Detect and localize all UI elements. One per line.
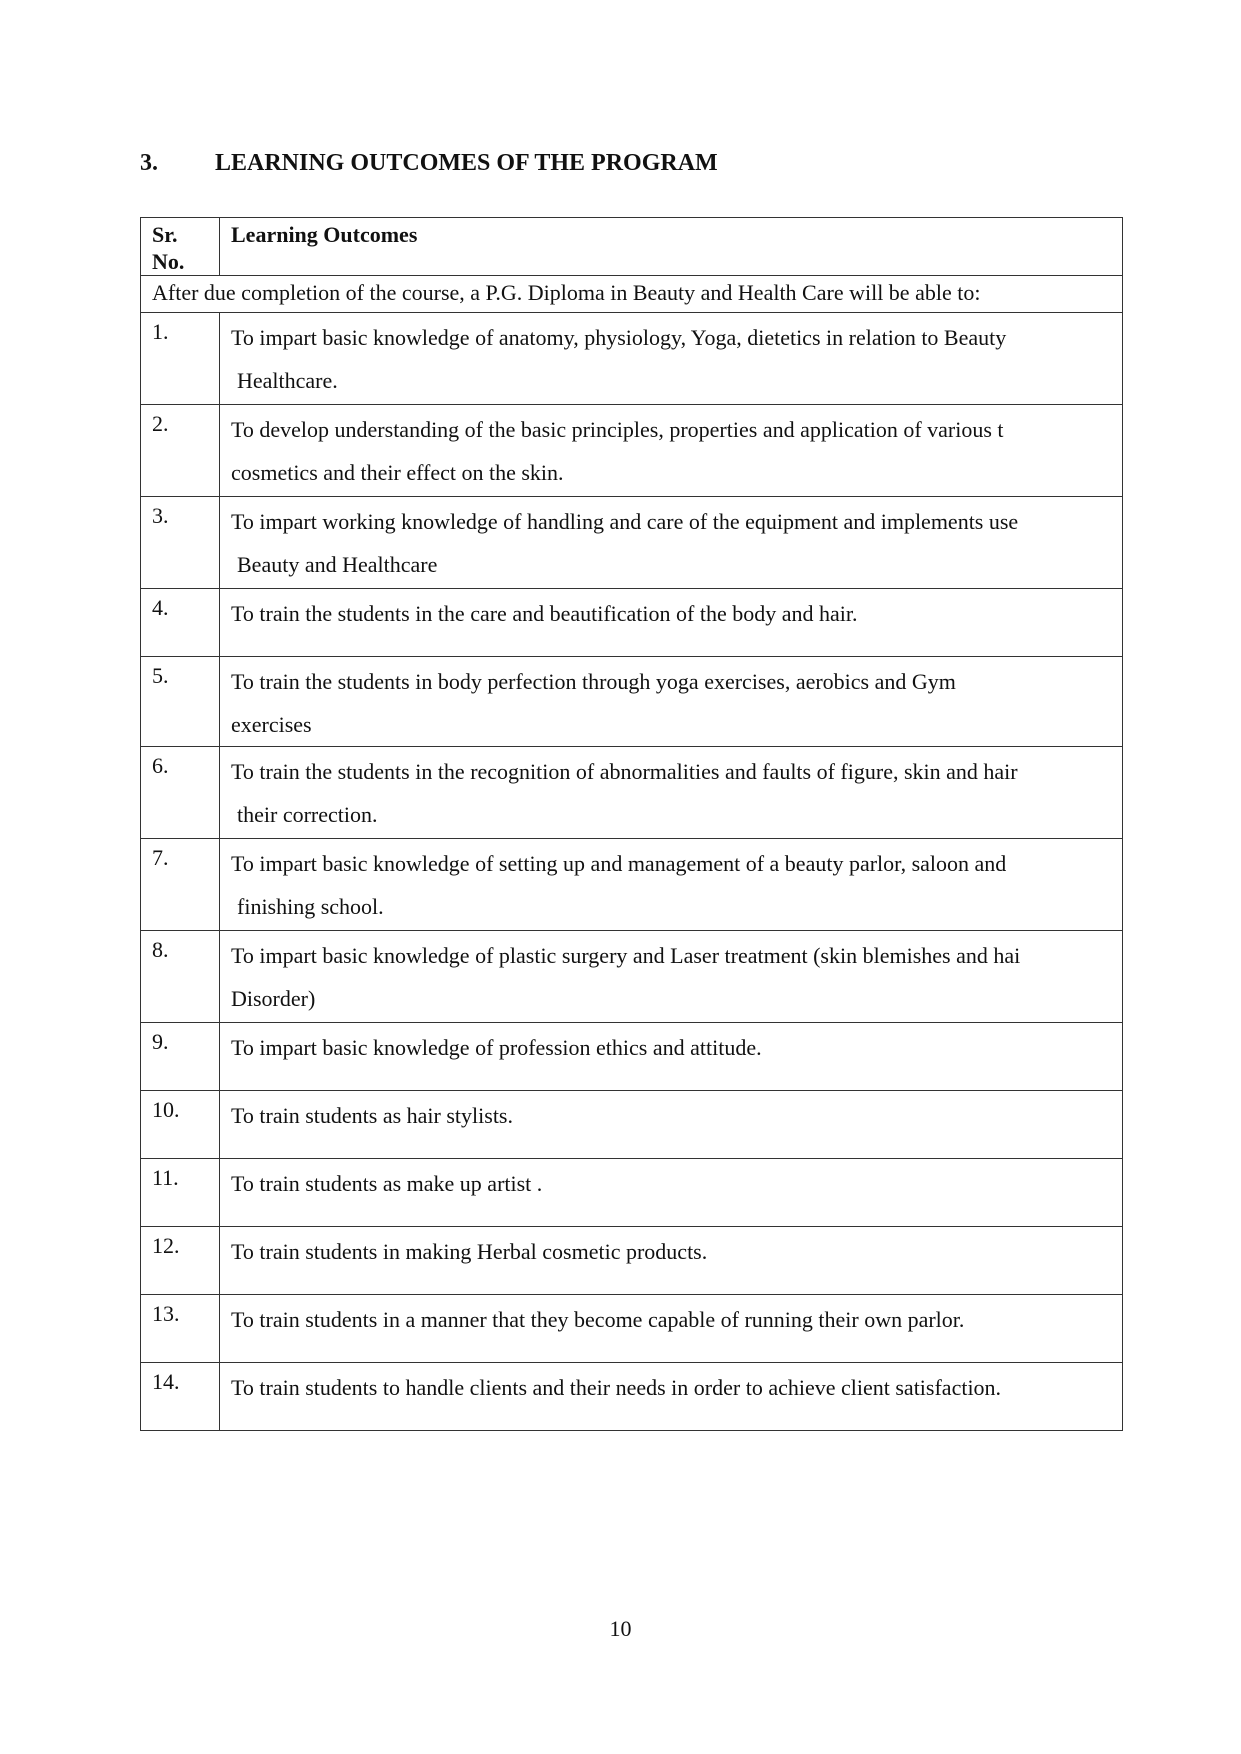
row-sr-number: 13. (152, 1301, 180, 1326)
table-row (141, 405, 1123, 497)
table-row (141, 1295, 1123, 1363)
outcome-text: Disorder) (231, 986, 316, 1011)
table-row (141, 839, 1123, 931)
row-sr-number: 4. (152, 595, 169, 620)
outcome-text: cosmetics and their effect on the skin. (231, 460, 564, 485)
page-number: 10 (609, 1616, 632, 1641)
table-row (141, 1091, 1123, 1159)
outcome-text: Healthcare. (237, 368, 338, 393)
outcome-text: Beauty and Healthcare (237, 552, 438, 577)
row-sr-number: 8. (152, 937, 169, 962)
outcome-text: To develop understanding of the basic principles, properties and application of various t (231, 417, 1004, 442)
outcome-text: To impart basic knowledge of plastic surgery and Laser treatment (skin blemishes and hai (231, 943, 1021, 968)
intro-cell (141, 276, 1123, 313)
table-row (141, 497, 1123, 589)
row-sr-number: 14. (152, 1369, 180, 1394)
outcome-text: To train students as hair stylists. (231, 1103, 513, 1128)
table-header-row (141, 218, 1123, 276)
outcome-text: their correction. (237, 802, 378, 827)
outcome-text: To impart basic knowledge of setting up and management of a beauty parlor, saloon and (231, 851, 1007, 876)
row-sr-number: 11. (152, 1165, 179, 1190)
outcome-text: To train students in making Herbal cosmetic products. (231, 1239, 708, 1264)
row-sr-number: 5. (152, 663, 169, 688)
row-sr-number: 10. (152, 1097, 180, 1122)
table-intro-row (141, 276, 1123, 313)
outcome-text: To train the students in the care and beautification of the body and hair. (231, 601, 858, 626)
outcome-text: To impart basic knowledge of anatomy, physiology, Yoga, dietetics in relation to Beauty (231, 325, 1007, 350)
section-number: 3. (140, 150, 158, 176)
row-sr-number: 3. (152, 503, 169, 528)
table-row (141, 1023, 1123, 1091)
table-row (141, 1227, 1123, 1295)
row-sr-number: 6. (152, 753, 169, 778)
row-sr-number: 1. (152, 319, 169, 344)
intro-text: After due completion of the course, a P.G. Diploma in Beauty and Health Care will be able to: (152, 280, 981, 305)
outcome-text: To train the students in the recognition of abnormalities and faults of figure, skin and hair (231, 759, 1018, 784)
table-row (141, 313, 1123, 405)
outcome-text: To train students in a manner that they become capable of running their own parlor. (231, 1307, 965, 1332)
row-sr-number: 2. (152, 411, 169, 436)
header-learning-outcomes (220, 218, 1123, 276)
table-row (141, 747, 1123, 839)
row-sr-number: 9. (152, 1029, 169, 1054)
outcome-text: To impart basic knowledge of profession ethics and attitude. (231, 1035, 762, 1060)
section-heading (140, 150, 718, 177)
header-outcomes-label: Learning Outcomes (231, 222, 418, 247)
table-row (141, 589, 1123, 657)
outcome-text: finishing school. (237, 894, 384, 919)
table-row (141, 931, 1123, 1023)
header-sr-no (141, 218, 220, 276)
outcome-text: To impart working knowledge of handling and care of the equipment and implements use (231, 509, 1019, 534)
learning-outcomes-table (140, 217, 1123, 1431)
row-sr-number: 7. (152, 845, 169, 870)
header-sr-line1: Sr. (152, 222, 178, 247)
outcome-text: To train students as make up artist . (231, 1171, 543, 1196)
outcome-text: exercises (231, 712, 312, 737)
outcome-text: To train students to handle clients and their needs in order to achieve client satisfaction. (231, 1375, 1002, 1400)
header-sr-line2: No. (152, 249, 185, 274)
row-sr-number: 12. (152, 1233, 180, 1258)
outcome-text: To train the students in body perfection through yoga exercises, aerobics and Gym (231, 669, 956, 694)
table-row (141, 1159, 1123, 1227)
table-row (141, 657, 1123, 747)
section-title: LEARNING OUTCOMES OF THE PROGRAM (215, 150, 718, 176)
table-row (141, 1363, 1123, 1431)
